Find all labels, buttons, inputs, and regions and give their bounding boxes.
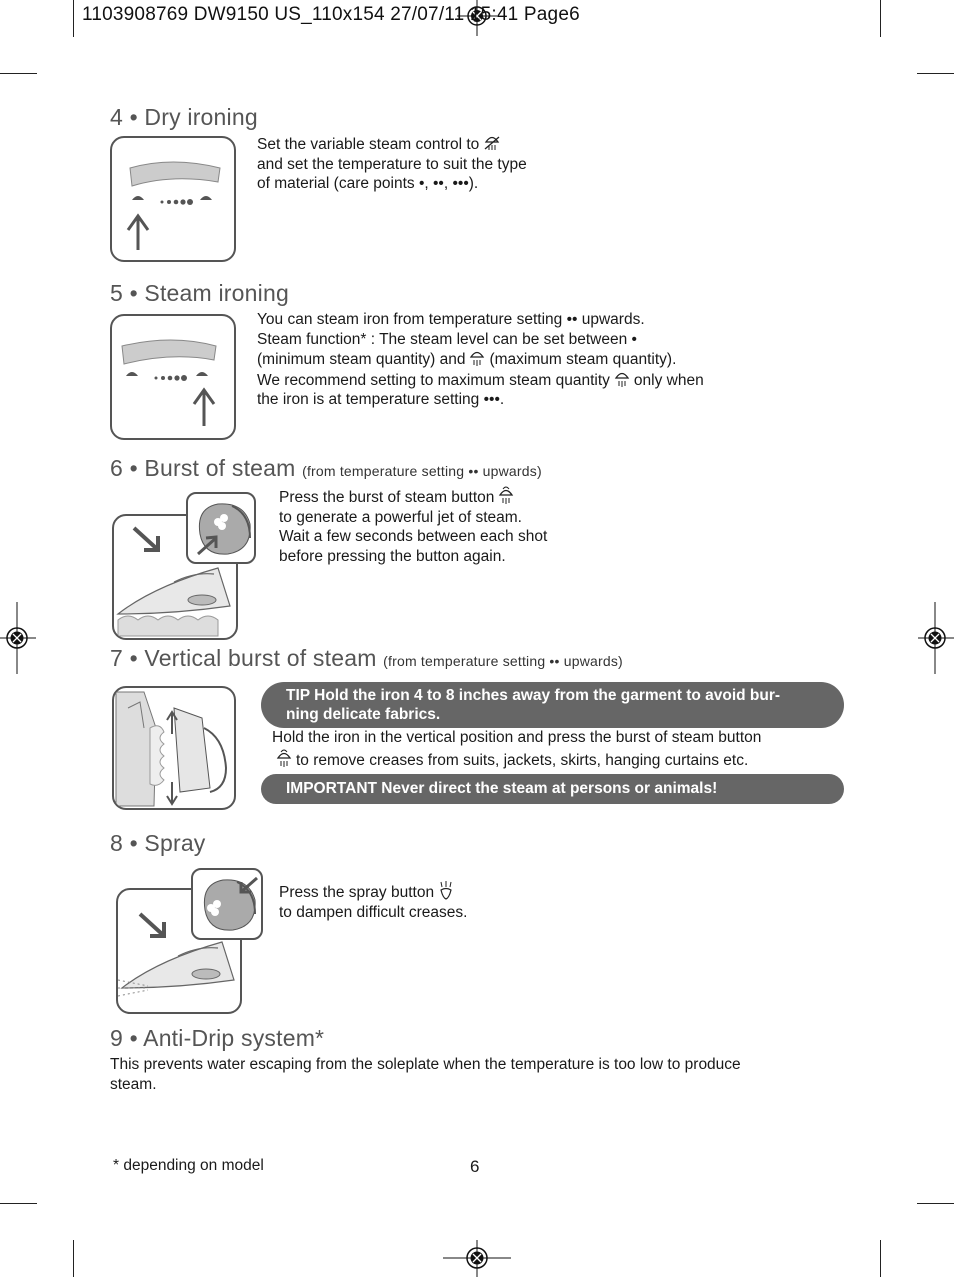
registration-mark-icon	[0, 602, 36, 674]
page-number: 6	[470, 1157, 480, 1176]
tip-banner: TIP Hold the iron 4 to 8 inches away from the garment to avoid bur- ning delicate fabrics.	[261, 682, 844, 728]
spray-text: Press the spray button to dampen difficult creases.	[279, 880, 467, 922]
crop-mark	[917, 73, 954, 74]
burst-steam-text: Press the burst of steam button to generate a powerful jet of steam. Wait a few seconds between each shot before pressing the button again.	[279, 485, 547, 566]
important-banner: IMPORTANT Never direct the steam at persons or animals!	[261, 774, 844, 804]
steam-control-illustration	[110, 136, 236, 262]
section-title-spray: 8 • Spray	[110, 830, 206, 856]
temperature-note: (from temperature setting •• upwards)	[302, 463, 542, 479]
dry-steam-icon	[483, 134, 501, 152]
footnote: * depending on model	[113, 1157, 264, 1174]
print-slug: 1103908769 DW9150 US_110x154 27/07/11 15:41 Page6	[82, 4, 580, 25]
burst-steam-icon	[498, 485, 514, 505]
crop-mark	[880, 0, 881, 37]
registration-mark-icon	[918, 602, 954, 674]
crop-mark	[73, 1240, 74, 1277]
burst-steam-icon	[276, 748, 292, 768]
section-title-burst-of-steam: 6 • Burst of steam (from temperature setting •• upwards)	[110, 455, 542, 481]
steam-control-illustration	[110, 314, 236, 440]
burst-button-closeup	[186, 492, 256, 564]
section-title-anti-drip: 9 • Anti-Drip system*	[110, 1025, 325, 1051]
registration-mark-icon	[443, 1240, 511, 1277]
crop-mark	[0, 73, 37, 74]
dry-ironing-text: Set the variable steam control to and set the temperature to suit the type of material (care points •, ••, •••).	[257, 136, 527, 193]
spray-button-closeup	[191, 868, 263, 940]
max-steam-icon	[614, 370, 630, 388]
section-title-dry-ironing: 4 • Dry ironing	[110, 104, 258, 130]
temperature-note: (from temperature setting •• upwards)	[383, 653, 623, 669]
section-title-steam-ironing: 5 • Steam ironing	[110, 280, 289, 306]
crop-mark	[880, 1240, 881, 1277]
section-title-vertical-burst: 7 • Vertical burst of steam (from temperature setting •• upwards)	[110, 645, 623, 671]
vertical-burst-illustration	[112, 686, 236, 810]
anti-drip-text: This prevents water escaping from the soleplate when the temperature is too low to produce steam.	[110, 1056, 741, 1093]
spray-icon	[438, 880, 454, 900]
vertical-burst-text: Hold the iron in the vertical position and press the burst of steam button to remove creases from suits, jackets, skirts, hanging curtains etc.	[272, 729, 762, 769]
max-steam-icon	[469, 349, 485, 367]
crop-mark	[917, 1203, 954, 1204]
steam-ironing-text: You can steam iron from temperature setting •• upwards. Steam function* : The steam level can be set between • (minimum steam quantity) and (maximum steam quantity). We recommend setting to maximum steam quantity only when the iron is at temperature setting •••.	[257, 311, 704, 409]
crop-mark	[0, 1203, 37, 1204]
crop-mark	[73, 0, 74, 37]
